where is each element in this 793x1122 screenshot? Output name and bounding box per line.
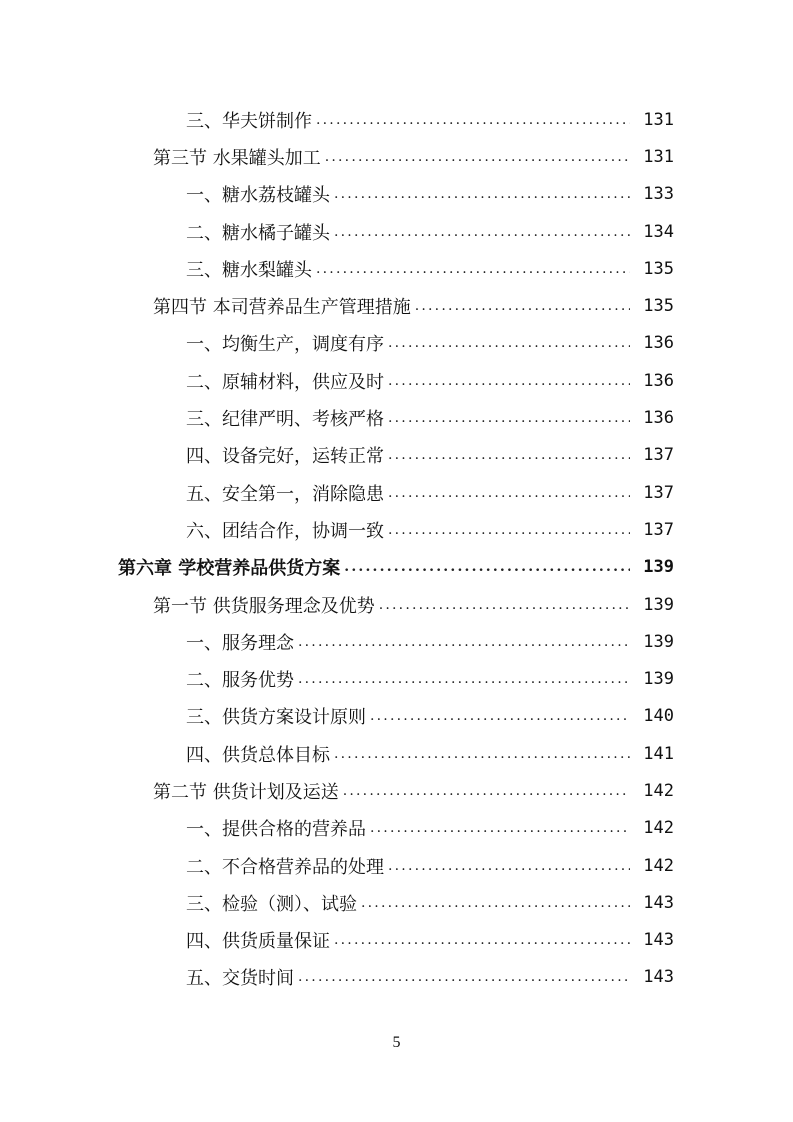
toc-entry-title: 一、提供合格的营养品: [186, 819, 366, 841]
toc-entry-title: 第六章 学校营养品供货方案: [118, 558, 341, 580]
table-of-contents: [0, 101, 793, 996]
toc-dot-leader: [370, 820, 630, 836]
toc-subsection-entry[interactable]: [0, 660, 793, 697]
toc-entry-page: 139: [643, 557, 674, 578]
toc-entry-page: 136: [643, 370, 674, 391]
toc-dot-leader: [388, 522, 630, 538]
toc-subsection-entry[interactable]: [0, 325, 793, 362]
toc-subsection-entry[interactable]: [0, 437, 793, 474]
toc-dot-leader: [316, 261, 630, 277]
toc-entry-page: 135: [643, 258, 674, 279]
toc-entry-page: 135: [643, 296, 674, 317]
toc-subsection-entry[interactable]: [0, 176, 793, 213]
toc-section-entry[interactable]: [0, 287, 793, 324]
toc-subsection-entry[interactable]: [0, 474, 793, 511]
toc-dot-leader: [334, 186, 630, 202]
toc-entry-title: 第二节 供货计划及运送: [153, 781, 339, 803]
toc-entry-title: 二、服务优势: [186, 670, 294, 692]
toc-entry-title: 第四节 本司营养品生产管理措施: [153, 297, 411, 319]
toc-subsection-entry[interactable]: [0, 735, 793, 772]
toc-entry-title: 二、不合格营养品的处理: [186, 856, 384, 878]
toc-dot-leader: [298, 634, 630, 650]
toc-entry-page: 134: [643, 221, 674, 242]
toc-entry-title: 三、糖水梨罐头: [186, 259, 312, 281]
toc-dot-leader: [334, 932, 630, 948]
toc-subsection-entry[interactable]: [0, 511, 793, 548]
toc-entry-page: 139: [643, 669, 674, 690]
toc-entry-page: 136: [643, 333, 674, 354]
toc-entry-page: 143: [643, 892, 674, 913]
toc-entry-title: 三、检验（测）、试验: [186, 893, 357, 915]
toc-entry-page: 143: [643, 930, 674, 951]
toc-dot-leader: [316, 112, 630, 128]
toc-subsection-entry[interactable]: [0, 698, 793, 735]
toc-entry-page: 137: [643, 445, 674, 466]
toc-entry-page: 136: [643, 408, 674, 429]
toc-entry-title: 四、供货总体目标: [186, 744, 330, 766]
toc-entry-page: 142: [643, 818, 674, 839]
toc-dot-leader: [343, 783, 630, 799]
toc-entry-page: 143: [643, 967, 674, 988]
toc-entry-page: 142: [643, 855, 674, 876]
toc-dot-leader: [334, 746, 630, 762]
toc-dot-leader: [388, 335, 630, 351]
toc-subsection-entry[interactable]: [0, 847, 793, 884]
toc-section-entry[interactable]: [0, 772, 793, 809]
toc-subsection-entry[interactable]: [0, 250, 793, 287]
page-number: 5: [392, 1034, 401, 1051]
toc-dot-leader: [388, 858, 630, 874]
toc-section-entry[interactable]: [0, 138, 793, 175]
toc-entry-page: 141: [643, 743, 674, 764]
toc-dot-leader: [361, 895, 630, 911]
toc-dot-leader: [388, 410, 630, 426]
toc-entry-title: 第一节 供货服务理念及优势: [153, 595, 375, 617]
toc-entry-page: 131: [643, 109, 674, 130]
toc-subsection-entry[interactable]: [0, 213, 793, 250]
toc-entry-page: 133: [643, 184, 674, 205]
toc-entry-page: 139: [643, 594, 674, 615]
toc-entry-title: 三、华夫饼制作: [186, 110, 312, 132]
toc-chapter-entry[interactable]: [0, 549, 793, 586]
toc-section-entry[interactable]: [0, 586, 793, 623]
toc-subsection-entry[interactable]: [0, 623, 793, 660]
toc-subsection-entry[interactable]: [0, 101, 793, 138]
toc-subsection-entry[interactable]: [0, 959, 793, 996]
toc-entry-page: 131: [643, 146, 674, 167]
toc-dot-leader: [334, 224, 630, 240]
toc-entry-title: 二、原辅材料，供应及时: [186, 371, 384, 393]
toc-subsection-entry[interactable]: [0, 399, 793, 436]
toc-subsection-entry[interactable]: [0, 922, 793, 959]
toc-dot-leader: [325, 149, 630, 165]
toc-dot-leader: [344, 559, 630, 575]
toc-subsection-entry[interactable]: [0, 810, 793, 847]
toc-dot-leader: [379, 597, 630, 613]
toc-dot-leader: [388, 485, 630, 501]
toc-entry-title: 四、设备完好，运转正常: [186, 446, 384, 468]
toc-subsection-entry[interactable]: [0, 884, 793, 921]
toc-entry-title: 一、糖水荔枝罐头: [186, 185, 330, 207]
toc-entry-title: 五、交货时间: [186, 968, 294, 990]
toc-entry-title: 六、团结合作，协调一致: [186, 520, 384, 542]
toc-entry-page: 139: [643, 631, 674, 652]
toc-entry-title: 第三节 水果罐头加工: [153, 147, 321, 169]
toc-entry-title: 二、糖水橘子罐头: [186, 222, 330, 244]
toc-dot-leader: [298, 969, 630, 985]
toc-entry-title: 一、均衡生产，调度有序: [186, 334, 384, 356]
toc-entry-title: 一、服务理念: [186, 632, 294, 654]
toc-dot-leader: [298, 671, 630, 687]
toc-dot-leader: [415, 298, 630, 314]
toc-entry-title: 五、安全第一，消除隐患: [186, 483, 384, 505]
toc-entry-page: 137: [643, 519, 674, 540]
toc-dot-leader: [370, 708, 630, 724]
toc-dot-leader: [388, 373, 630, 389]
toc-entry-title: 三、纪律严明、考核严格: [186, 409, 384, 431]
toc-subsection-entry[interactable]: [0, 362, 793, 399]
toc-entry-page: 142: [643, 780, 674, 801]
toc-entry-title: 四、供货质量保证: [186, 931, 330, 953]
toc-entry-title: 三、供货方案设计原则: [186, 707, 366, 729]
toc-dot-leader: [388, 447, 630, 463]
toc-entry-page: 140: [643, 706, 674, 727]
toc-entry-page: 137: [643, 482, 674, 503]
